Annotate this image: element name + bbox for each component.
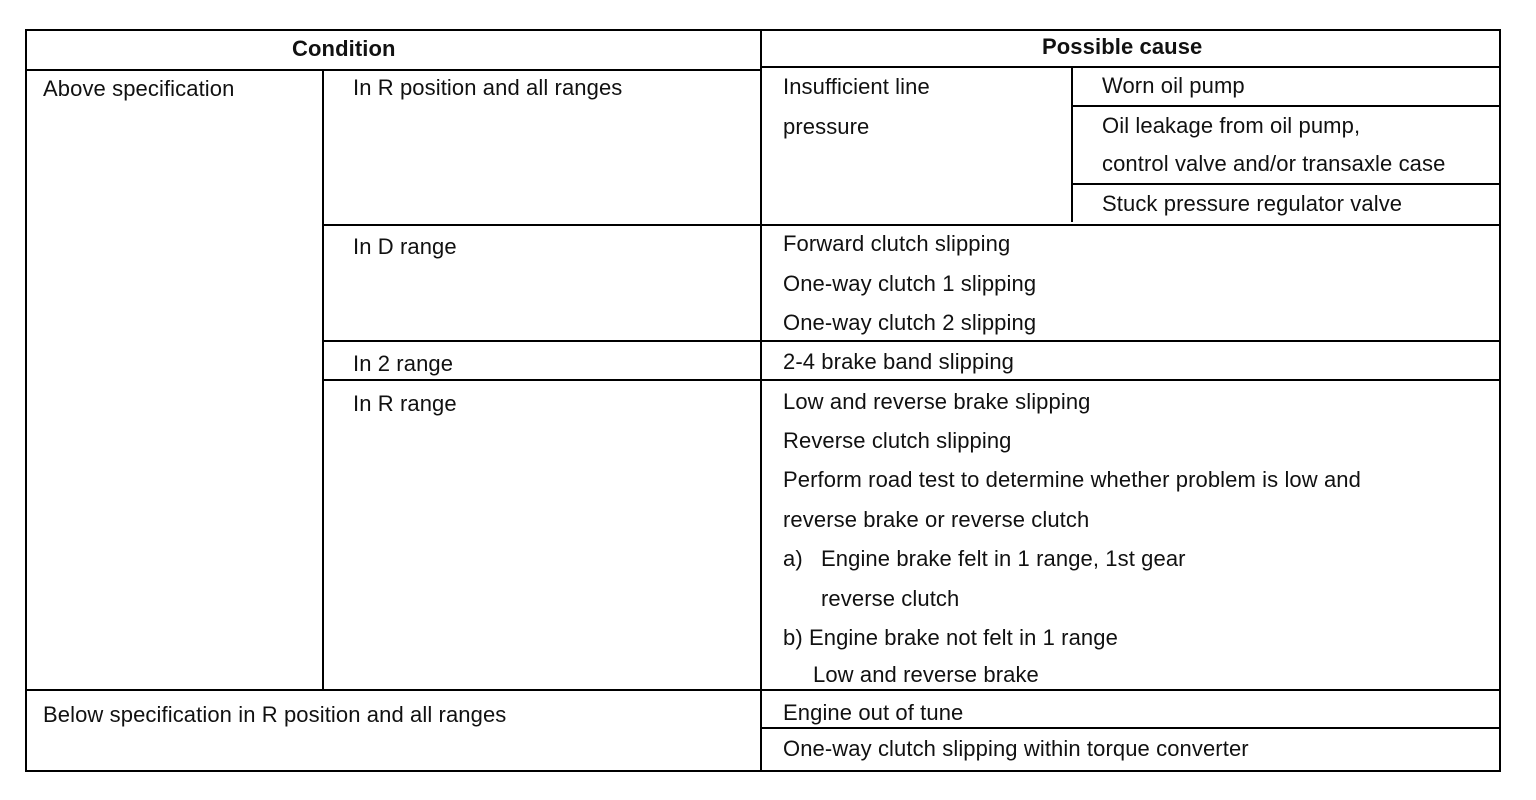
case-b-line2: Low and reverse brake <box>813 662 1039 687</box>
header-condition: Condition <box>292 36 396 61</box>
case-b-line1: b) Engine brake not felt in 1 range <box>783 625 1118 650</box>
cause-oil-leakage-line2: control valve and/or transaxle case <box>1102 151 1446 176</box>
case-a-line2: reverse clutch <box>821 586 960 611</box>
condition-r-all-ranges: In R position and all ranges <box>353 75 623 100</box>
cause-pressure: pressure <box>783 114 870 139</box>
case-a-marker: a) <box>783 546 803 571</box>
table-border-bottom <box>25 770 1501 772</box>
condition-r-range: In R range <box>353 391 457 416</box>
condition-below-spec: Below specification in R position and all ranges <box>43 702 507 727</box>
column-divider-subcause <box>1071 68 1073 222</box>
table-border-right <box>1499 29 1501 772</box>
rule-worn-pump <box>1071 105 1501 107</box>
header-rule-left <box>25 69 762 71</box>
condition-2-range: In 2 range <box>353 351 454 376</box>
condition-above-spec: Above specification <box>43 76 235 101</box>
header-rule-right <box>760 66 1501 68</box>
table-border-left <box>25 29 27 772</box>
road-test-line1: Perform road test to determine whether problem is low and <box>783 467 1361 492</box>
cause-oil-leakage-line1: Oil leakage from oil pump, <box>1102 113 1361 138</box>
cause-engine-out-of-tune: Engine out of tune <box>783 700 964 725</box>
cause-one-way-clutch-2: One-way clutch 2 slipping <box>783 310 1037 335</box>
rule-two-range-end <box>322 379 1501 381</box>
cause-brake-band: 2-4 brake band slipping <box>783 349 1015 374</box>
cause-one-way-clutch-1: One-way clutch 1 slipping <box>783 271 1037 296</box>
rule-engine-tune <box>760 727 1501 729</box>
case-a-line1: Engine brake felt in 1 range, 1st gear <box>821 546 1186 571</box>
cause-low-reverse-brake: Low and reverse brake slipping <box>783 389 1091 414</box>
condition-d-range: In D range <box>353 234 457 259</box>
cause-insufficient-line: Insufficient line <box>783 74 930 99</box>
rule-leakage <box>1071 183 1501 185</box>
cause-worn-oil-pump: Worn oil pump <box>1102 73 1245 98</box>
road-test-line2: reverse brake or reverse clutch <box>783 507 1090 532</box>
rule-above-end <box>25 689 1501 691</box>
rule-r-all-end <box>322 224 1501 226</box>
cause-reverse-clutch: Reverse clutch slipping <box>783 428 1012 453</box>
column-divider-main <box>760 29 762 772</box>
cause-stuck-regulator-valve: Stuck pressure regulator valve <box>1102 191 1403 216</box>
cause-forward-clutch: Forward clutch slipping <box>783 231 1011 256</box>
cause-torque-converter-clutch: One-way clutch slipping within torque converter <box>783 736 1249 761</box>
table-border-top <box>25 29 1501 31</box>
rule-d-range-end <box>322 340 1501 342</box>
header-possible-cause: Possible cause <box>1042 34 1203 59</box>
